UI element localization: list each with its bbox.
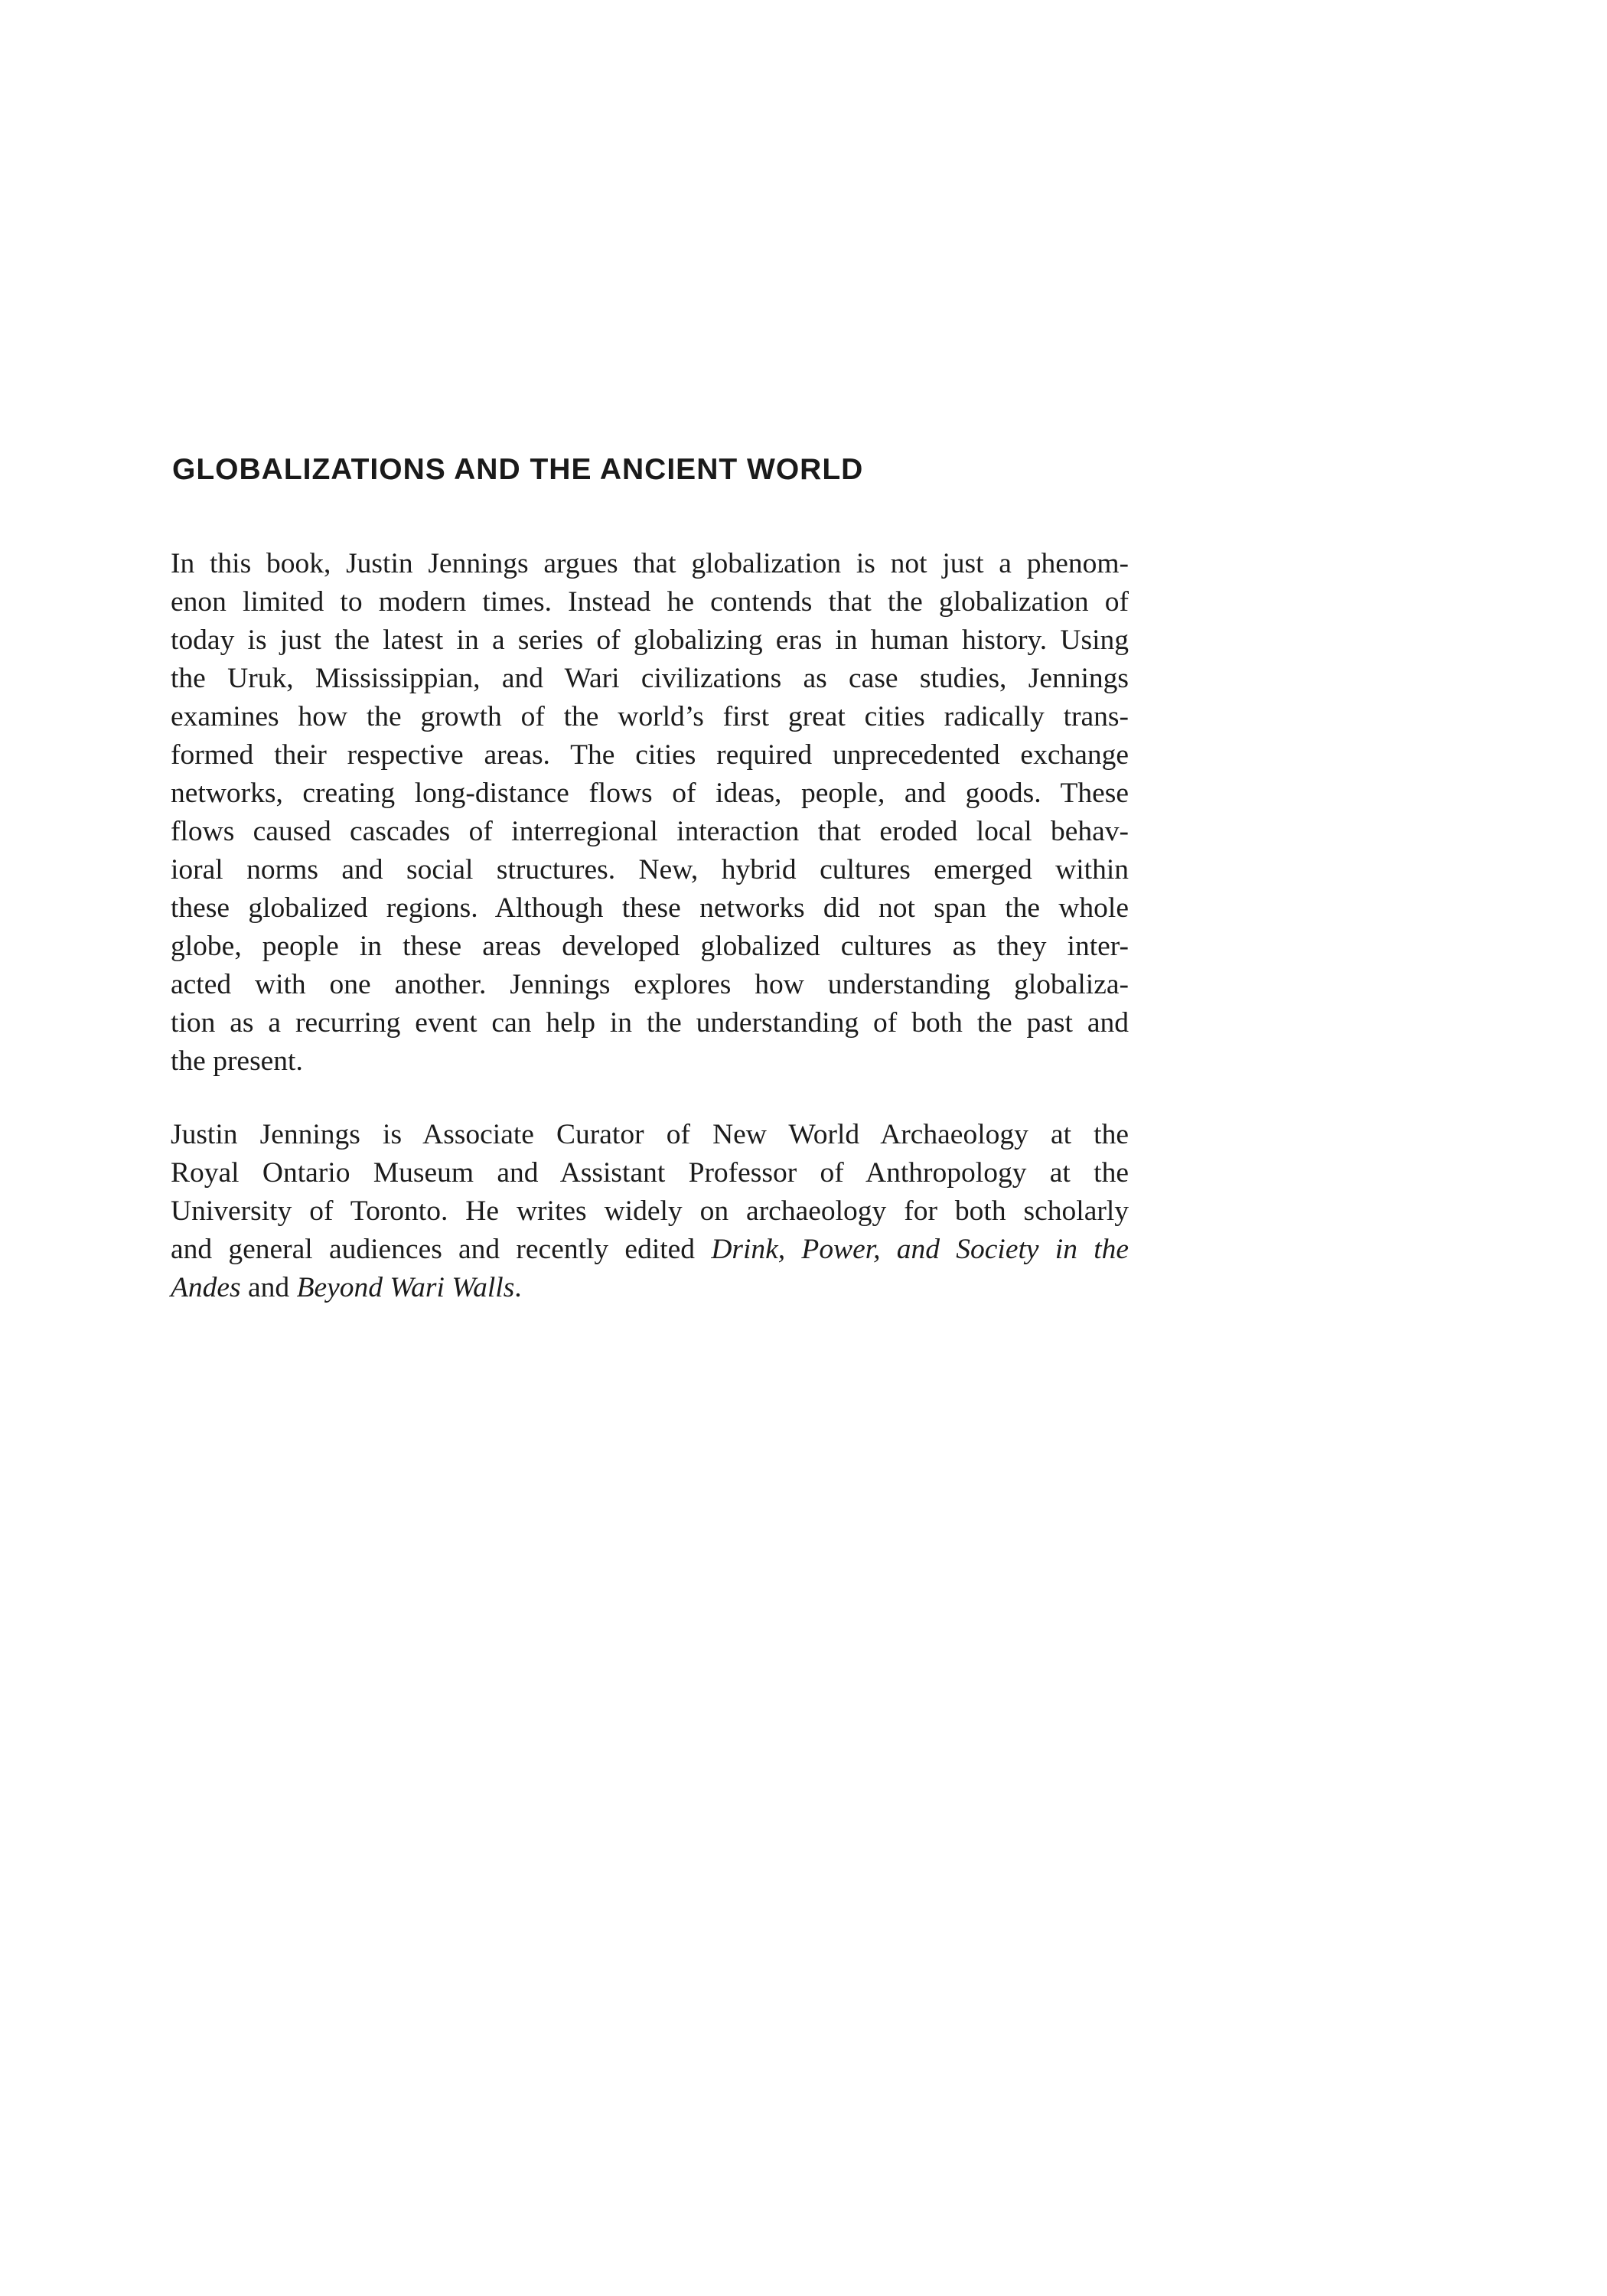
description-line: these globalized regions. Although these networks did not span the whole: [171, 892, 1129, 924]
description-line: ioral norms and social structures. New, hybrid cultures emerged within: [171, 854, 1129, 885]
description-line: tion as a recurring event can help in the understanding of both the past and: [171, 1007, 1129, 1039]
book-title-drink-power-society: Drink, Power, and Society in the: [711, 1234, 1129, 1265]
description-line: In this book, Justin Jennings argues that globalization is not just a phenom-: [171, 548, 1129, 579]
bio-line: [171, 1231, 1129, 1269]
description-line: enon limited to modern times. Instead he contends that the globalization of: [171, 586, 1129, 618]
bio-line: [171, 1269, 1129, 1307]
bio-line: University of Toronto. He writes widely on archaeology for both scholarly: [171, 1195, 1129, 1227]
bio-end-punctuation: .: [514, 1272, 522, 1303]
description-line: examines how the growth of the world’s first great cities radically trans-: [171, 701, 1129, 732]
description-line: the present.: [171, 1045, 303, 1077]
author-bio: [171, 1116, 1129, 1307]
description-line: networks, creating long-distance flows of ideas, people, and goods. These: [171, 778, 1129, 809]
description-line: flows caused cascades of interregional interaction that eroded local behav-: [171, 816, 1129, 847]
page-title: GLOBALIZATIONS AND THE ANCIENT WORLD: [172, 453, 864, 486]
book-title-drink-power-society-cont: Andes: [171, 1272, 241, 1303]
description-line: the Uruk, Mississippian, and Wari civilizations as case studies, Jennings: [171, 663, 1129, 694]
description-line: globe, people in these areas developed globalized cultures as they inter-: [171, 931, 1129, 962]
bio-text: and general audiences and recently edited: [171, 1234, 696, 1265]
book-description: [171, 545, 1129, 1081]
description-line: formed their respective areas. The cities required unprecedented exchange: [171, 739, 1129, 771]
bio-line: Justin Jennings is Associate Curator of New World Archaeology at the: [171, 1119, 1129, 1150]
book-title-beyond-wari-walls: Beyond Wari Walls: [296, 1272, 515, 1303]
description-line: acted with one another. Jennings explores how understanding globaliza-: [171, 969, 1129, 1000]
bio-line: Royal Ontario Museum and Assistant Professor of Anthropology at the: [171, 1157, 1129, 1189]
description-line: today is just the latest in a series of globalizing eras in human history. Using: [171, 625, 1129, 656]
bio-conjunction: and: [248, 1272, 290, 1303]
